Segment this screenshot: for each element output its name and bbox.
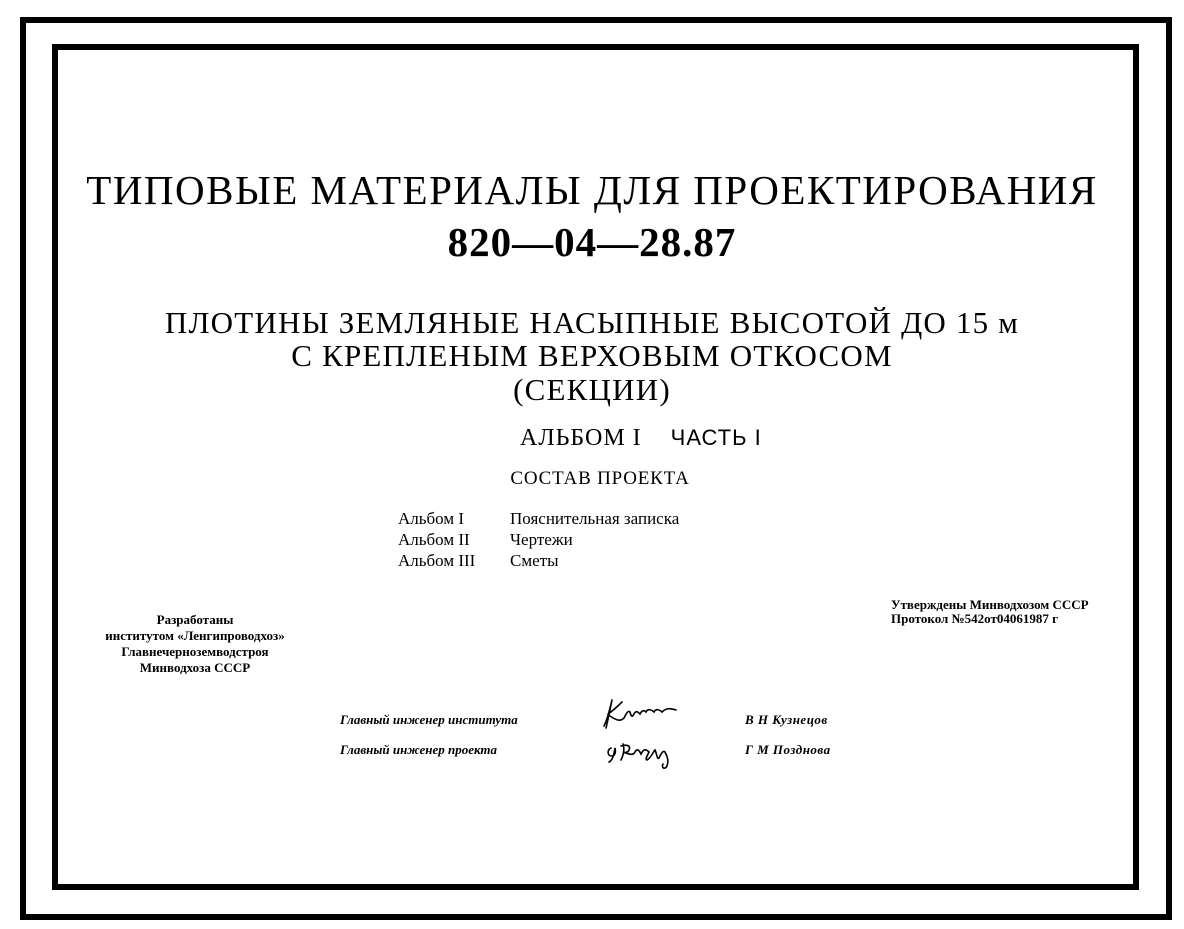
developer-line: Минводхоза СССР [139,660,251,675]
document-code: 820—04—28.87 [447,219,737,265]
developer-line: институтом «Ленгипроводхоз» [105,628,285,643]
subject-line-3: (СЕКЦИИ) [513,372,671,407]
album-label: АЛЬБОМ I [520,425,642,451]
composition-heading: СОСТАВ ПРОЕКТА [510,468,690,489]
part-label: ЧАСТЬ I [670,425,762,450]
composition-content: Сметы [510,551,559,570]
signatory-name: Г М Позднова [745,742,831,757]
composition-item [398,550,679,571]
approval-protocol: Протокол №542от04061987 г [891,611,1059,626]
handwritten-signature-1 [598,696,682,732]
composition-item [398,508,679,529]
developer-block [80,612,310,676]
composition-volume: Альбом III [398,551,476,570]
composition-item [398,529,679,550]
composition-volume: Альбом II [398,530,470,549]
signature-role: Главный инженер института [340,712,518,727]
signatory-name: В Н Кузнецов [745,712,828,727]
subject-line-2: С КРЕПЛЕНЫМ ВЕРХОВЫМ ОТКОСОМ [291,338,893,373]
composition-content: Чертежи [510,530,573,549]
signature-role: Главный инженер проекта [340,742,498,757]
developer-line: Главнечерноземводстроя [121,644,269,659]
approval-line: Утверждены Минводхозом СССР [891,597,1089,612]
approval-block [891,598,1089,626]
composition-list [398,508,679,571]
composition-volume: Альбом I [398,509,465,528]
subject-line-1: ПЛОТИНЫ ЗЕМЛЯНЫЕ НАСЫПНЫЕ ВЫСОТОЙ ДО 15 м [164,305,1020,340]
document-series-title: ТИПОВЫЕ МАТЕРИАЛЫ ДЛЯ ПРОЕКТИРОВАНИЯ [86,167,1098,213]
handwritten-signature-2 [603,738,693,772]
composition-content: Пояснительная записка [510,509,680,528]
album-part-line [520,425,762,452]
developer-line: Разработаны [156,612,234,627]
